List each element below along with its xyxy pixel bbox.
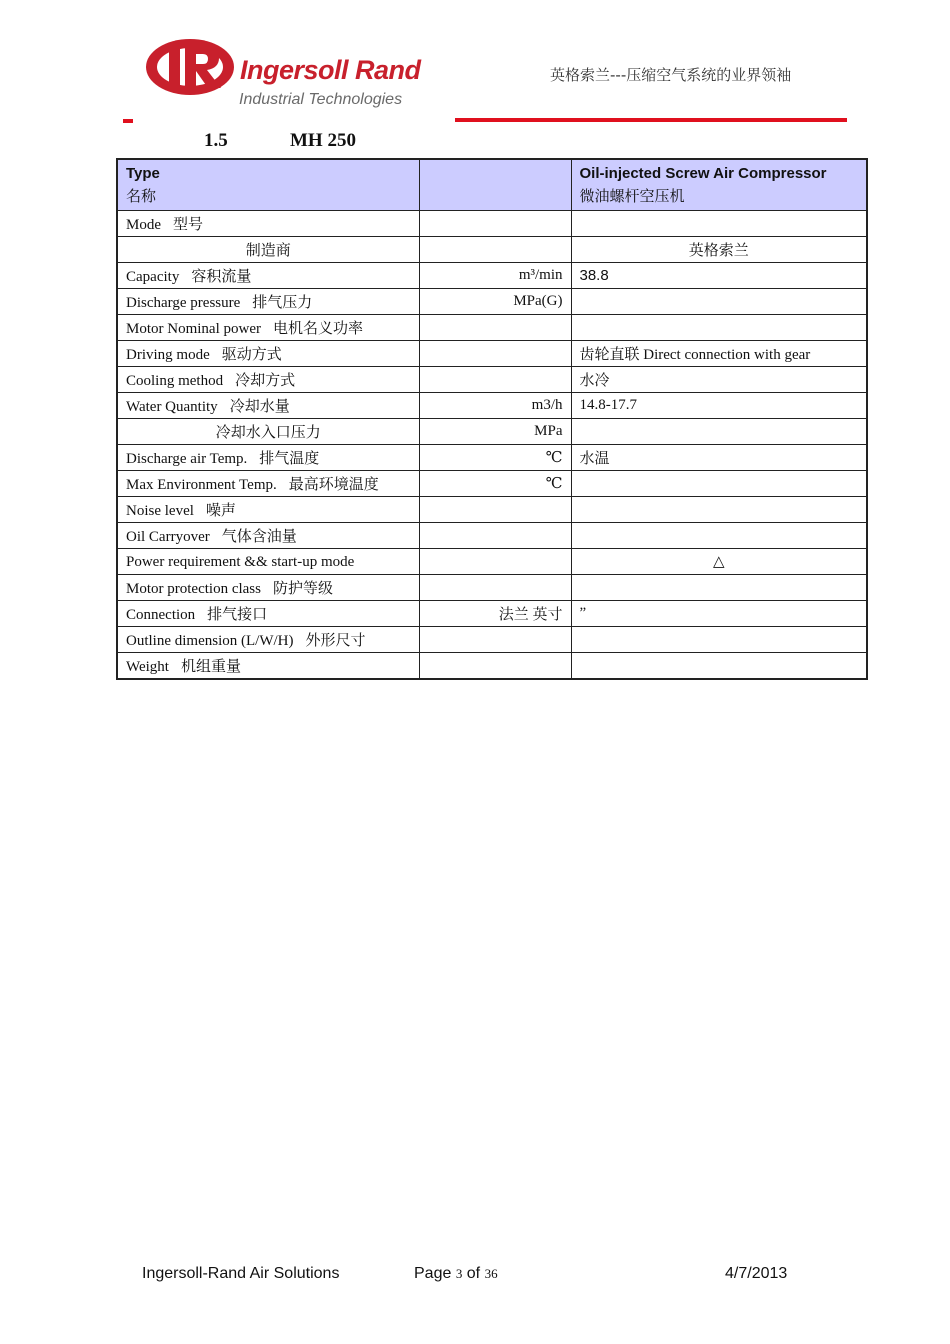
spec-unit-cell: m³/min (419, 263, 571, 289)
spec-label-en: Oil Carryover (126, 529, 210, 545)
spec-value-cell (571, 575, 867, 601)
table-row (117, 445, 867, 471)
spec-label-cell (117, 367, 419, 393)
spec-label-cell (117, 419, 419, 445)
spec-value-cell (571, 211, 867, 237)
spec-label-en: Connection (126, 607, 196, 623)
table-row (117, 471, 867, 497)
header-type-cell (117, 159, 419, 211)
header-rule-right (455, 118, 847, 122)
footer-of-word: of (466, 1265, 481, 1282)
table-row (117, 575, 867, 601)
spec-label-en: Cooling method (126, 373, 224, 389)
spec-label-en: Discharge air Temp. (126, 451, 248, 467)
spec-unit-cell: 法兰 英寸 (419, 601, 571, 627)
section-number: 1.5 (204, 130, 228, 151)
header-unit-cell (419, 159, 571, 211)
spec-unit-cell: ℃ (419, 445, 571, 471)
spec-label-en: Capacity (126, 269, 180, 285)
spec-label-cell (117, 575, 419, 601)
spec-label-en: Max Environment Temp. (126, 477, 277, 493)
spec-label-cn: 冷却方式 (235, 371, 296, 389)
section-heading (204, 130, 356, 152)
spec-label-cn: 容积流量 (191, 267, 252, 285)
section-title: MH 250 (290, 130, 356, 151)
spec-label-en: Noise level (126, 503, 194, 519)
spec-unit-cell (419, 211, 571, 237)
table-row (117, 341, 867, 367)
spec-value-cell: 14.8-17.7 (571, 393, 867, 419)
logo-subtitle: Industrial Technologies (239, 91, 403, 108)
spec-unit-cell: m3/h (419, 393, 571, 419)
header-value-cell (571, 159, 867, 211)
spec-unit-cell (419, 523, 571, 549)
spec-unit-cell (419, 653, 571, 680)
header-value-cn: 微油螺杆空压机 (579, 187, 685, 205)
spec-label-cn: 电机名义功率 (272, 319, 363, 337)
footer-page-number (414, 1265, 498, 1283)
spec-label-cell (117, 497, 419, 523)
header-rule-left (123, 119, 133, 123)
table-row (117, 549, 867, 575)
spec-label-cn: 型号 (173, 215, 204, 233)
spec-label-cn: 冷却水量 (229, 397, 290, 415)
spec-value-cell: ” (571, 601, 867, 627)
spec-label-cn: 噪声 (205, 501, 236, 519)
spec-label-en: Water Quantity (126, 399, 218, 415)
spec-label-cell (117, 315, 419, 341)
table-row (117, 211, 867, 237)
spec-value-cell: 水冷 (571, 367, 867, 393)
spec-value-cell: △ (571, 549, 867, 575)
spec-label-cn: 制造商 (245, 241, 291, 259)
footer-date: 4/7/2013 (725, 1265, 788, 1282)
spec-unit-cell (419, 627, 571, 653)
spec-value-cell (571, 419, 867, 445)
spec-label-cn: 机组重量 (180, 657, 241, 675)
spec-label-cell (117, 393, 419, 419)
table-row (117, 523, 867, 549)
spec-value-cell (571, 627, 867, 653)
spec-value-cell (571, 471, 867, 497)
table-row (117, 497, 867, 523)
logo-company-name: Ingersoll Rand (240, 55, 421, 85)
spec-value-cell (571, 497, 867, 523)
footer-company: Ingersoll-Rand Air Solutions (142, 1265, 340, 1282)
spec-label-en: Motor protection class (126, 581, 261, 597)
spec-label-cell (117, 653, 419, 680)
spec-label-cn: 冷却水入口压力 (215, 423, 321, 441)
spec-label-cn: 排气温度 (259, 449, 320, 467)
spec-value-cell (571, 289, 867, 315)
table-row (117, 419, 867, 445)
spec-value-cell (571, 523, 867, 549)
header-type-cn: 名称 (126, 187, 157, 205)
footer-page-total: 36 (484, 1266, 498, 1281)
table-row (117, 315, 867, 341)
spec-unit-cell: MPa(G) (419, 289, 571, 315)
spec-label-en: Motor Nominal power (126, 321, 261, 337)
spec-table (116, 158, 868, 680)
ir-logo-mark-icon (143, 34, 243, 100)
table-row (117, 393, 867, 419)
spec-value-cell (571, 315, 867, 341)
company-logo (143, 34, 433, 114)
spec-label-cell (117, 445, 419, 471)
table-row (117, 289, 867, 315)
spec-value-cell: 水温 (571, 445, 867, 471)
spec-unit-cell (419, 341, 571, 367)
footer-page-word: Page (414, 1265, 452, 1282)
spec-label-cn: 排气压力 (252, 293, 313, 311)
header-value-en: Oil-injected Screw Air Compressor (579, 165, 827, 182)
spec-unit-cell (419, 497, 571, 523)
spec-label-cell (117, 263, 419, 289)
spec-value-cell (571, 653, 867, 680)
spec-label-cell (117, 627, 419, 653)
spec-value-cell: 38.8 (571, 263, 867, 289)
spec-label-cell (117, 549, 419, 575)
table-row (117, 237, 867, 263)
spec-label-cell (117, 601, 419, 627)
spec-label-cn: 排气接口 (207, 605, 268, 623)
spec-unit-cell (419, 237, 571, 263)
spec-value-cell: 英格索兰 (571, 237, 867, 263)
spec-label-cell (117, 471, 419, 497)
spec-unit-cell (419, 315, 571, 341)
spec-unit-cell: ℃ (419, 471, 571, 497)
spec-label-en: Discharge pressure (126, 295, 241, 311)
table-row (117, 601, 867, 627)
spec-label-cn: 外形尺寸 (305, 631, 366, 649)
table-row (117, 627, 867, 653)
spec-label-en: Weight (126, 659, 169, 675)
table-row (117, 653, 867, 680)
spec-unit-cell (419, 575, 571, 601)
spec-label-cn: 防护等级 (272, 579, 333, 597)
spec-label-cell (117, 523, 419, 549)
spec-unit-cell (419, 367, 571, 393)
table-row (117, 263, 867, 289)
spec-value-cell: 齿轮直联 Direct connection with gear (571, 341, 867, 367)
table-row (117, 367, 867, 393)
spec-label-cn: 驱动方式 (221, 345, 282, 363)
spec-label-en: Driving mode (126, 347, 210, 363)
spec-label-en: Power requirement && start-up mode (126, 554, 355, 570)
spec-unit-cell (419, 549, 571, 575)
spec-label-cell (117, 211, 419, 237)
spec-label-en: Outline dimension (L/W/H) (126, 633, 294, 649)
spec-label-cell (117, 289, 419, 315)
spec-label-en: Mode (126, 217, 161, 233)
footer-page-current: 3 (455, 1266, 463, 1281)
spec-label-cell (117, 237, 419, 263)
header-type-en: Type (126, 165, 160, 182)
spec-table-body (117, 211, 867, 680)
spec-label-cell (117, 341, 419, 367)
header-tagline: 英格索兰---压缩空气系统的业界领袖 (550, 66, 792, 84)
spec-label-cn: 最高环境温度 (288, 475, 379, 493)
table-header-row (117, 159, 867, 211)
spec-label-cn: 气体含油量 (221, 527, 297, 545)
spec-unit-cell: MPa (419, 419, 571, 445)
